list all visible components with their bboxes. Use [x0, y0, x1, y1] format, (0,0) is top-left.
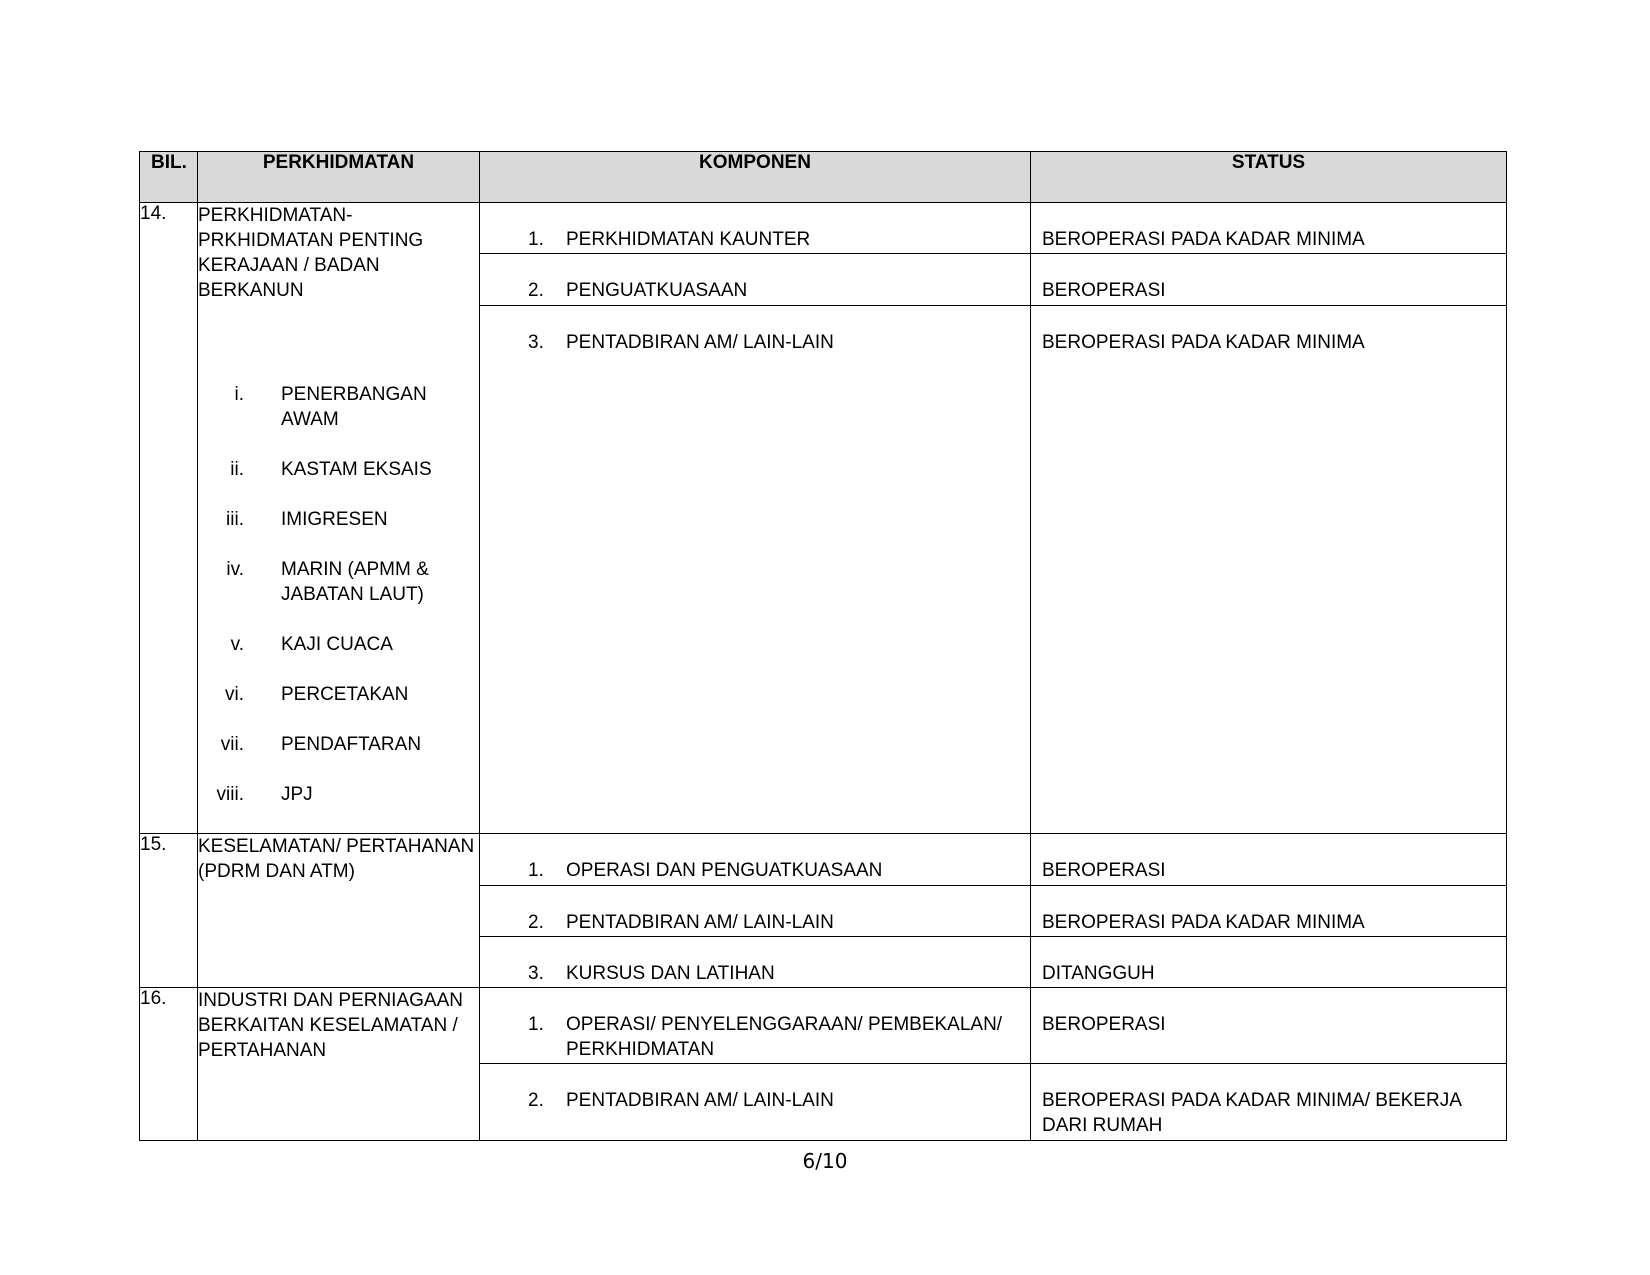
status-text: BEROPERASI PADA KADAR MINIMA/ BEKERJA DARI RUMAH [1042, 1090, 1461, 1136]
list-item: i. PENERBANGAN AWAM [234, 384, 427, 430]
header-komponen: KOMPONEN [480, 152, 1031, 203]
component-cell [480, 203, 1031, 834]
component-line: 1. OPERASI DAN PENGUATKUASAAN [480, 834, 1030, 886]
status-text: BEROPERASI [1042, 280, 1166, 301]
services-status-table [139, 151, 1507, 1141]
status-line [1031, 834, 1506, 886]
status-text: BEROPERASI PADA KADAR MINIMA [1042, 912, 1365, 933]
status-text: BEROPERASI PADA KADAR MINIMA [1042, 332, 1365, 353]
status-line [1031, 937, 1506, 986]
list-item: ii. KASTAM EKSAIS [230, 459, 432, 480]
table-row [140, 203, 1507, 834]
service-name: PERKHIDMATAN-PRKHIDMATAN PENTING KERAJAAN / BADAN BERKANUN [198, 205, 424, 301]
header-status: STATUS [1031, 152, 1507, 203]
page-number: 6/10 [802, 1149, 848, 1173]
sub-service-list [198, 382, 479, 807]
status-line [1031, 988, 1506, 1064]
component-line: 2. PENTADBIRAN AM/ LAIN-LAIN [528, 1090, 834, 1111]
list-item: iii. IMIGRESEN [226, 509, 388, 530]
component-line: 3. PENTADBIRAN AM/ LAIN-LAIN [528, 332, 834, 353]
service-name: KESELAMATAN/ PERTAHANAN (PDRM DAN ATM) [198, 834, 480, 988]
status-text: BEROPERASI PADA KADAR MINIMA [1042, 229, 1365, 250]
component-line: 2. PENTADBIRAN AM/ LAIN-LAIN [480, 886, 1030, 937]
status-cell [1031, 988, 1507, 1141]
status-line [1031, 886, 1506, 937]
list-item: vii. PENDAFTARAN [220, 734, 422, 755]
service-name: INDUSTRI DAN PERNIAGAAN BERKAITAN KESELAMATAN / PERTAHANAN [198, 988, 480, 1141]
table-header-row [140, 152, 1507, 203]
table-row [140, 834, 1507, 988]
header-bil: BIL. [140, 152, 198, 203]
list-item: v. KAJI CUACA [230, 634, 393, 655]
status-text: BEROPERASI [1042, 1014, 1166, 1035]
component-cell [480, 834, 1031, 988]
table-row [140, 988, 1507, 1141]
status-line [1031, 254, 1506, 306]
status-line [1031, 1064, 1506, 1138]
component-line: 3. KURSUS DAN LATIHAN [528, 963, 775, 984]
status-line [1031, 203, 1506, 254]
row-number: 14. [140, 203, 198, 834]
service-cell [198, 203, 480, 834]
component-line: 1. OPERASI/ PENYELENGGARAAN/ PEMBEKALAN/ PERKHIDMATAN [480, 988, 1030, 1064]
list-item: vi. PERCETAKAN [225, 684, 409, 705]
list-item: iv. MARIN (APMM & JABATAN LAUT) [226, 559, 429, 605]
list-item: viii. JPJ [216, 784, 313, 805]
status-text: BEROPERASI [1042, 860, 1166, 881]
status-cell [1031, 203, 1507, 834]
header-perkhidmatan: PERKHIDMATAN [198, 152, 480, 203]
status-cell [1031, 834, 1507, 988]
component-cell [480, 988, 1031, 1141]
status-text: DITANGGUH [1042, 963, 1155, 984]
component-line: 1. PERKHIDMATAN KAUNTER [480, 203, 1030, 254]
status-line [1031, 306, 1506, 355]
component-line: 2. PENGUATKUASAAN [480, 254, 1030, 306]
row-number: 16. [140, 988, 198, 1141]
row-number: 15. [140, 834, 198, 988]
